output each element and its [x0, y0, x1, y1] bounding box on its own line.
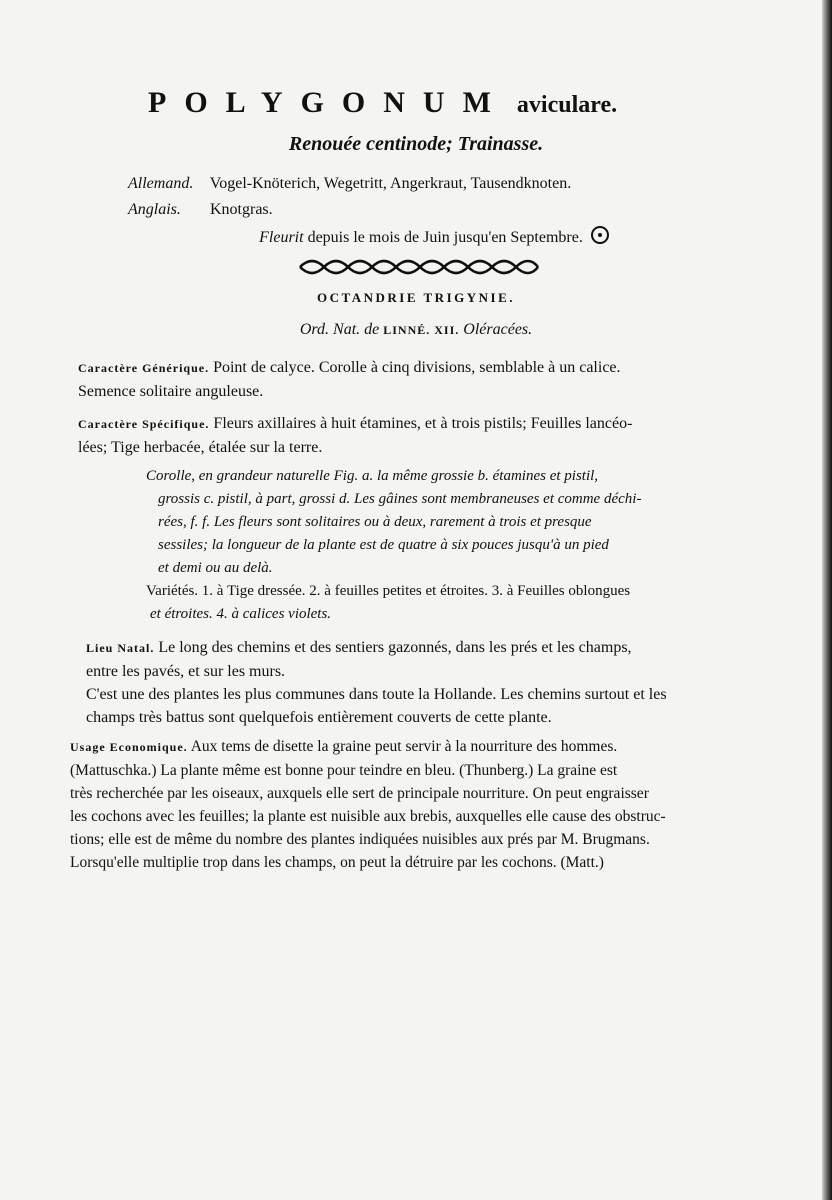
vernacular-german [128, 175, 571, 193]
text-line: très recherchée par les oiseaux, auxquels elle sert de principale nourriture. On peut engraisser [70, 785, 649, 802]
common-name: Renouée centinode; Trainasse. [288, 133, 544, 155]
text-line: lées; Tige herbacée, étalée sur la terre. [78, 439, 323, 456]
linnaean-class: OCTANDRIE TRIGYNIE. [317, 290, 515, 305]
text-line: Le long des chemins et des sentiers gazonnés, dans les prés et les champs, [158, 639, 632, 656]
page-edge-shadow [822, 0, 832, 1200]
vernacular-names: Knotgras. [210, 201, 273, 218]
ord-nat-family: Oléracées. [463, 321, 533, 338]
text-line: Corolle, en grandeur naturelle Fig. a. la même grossie b. étamines et pistil, [146, 468, 599, 484]
language-label: Anglais. [128, 201, 181, 218]
text-line: les cochons avec les feuilles; la plante est nuisible aux brebis, auxquelles elle cause des obstruc- [70, 808, 666, 825]
text-line: Semence solitaire anguleuse. [78, 383, 264, 400]
text-line: Lorsqu'elle multiplie trop dans les champs, on peut la détruire par les cochons. (Matt.) [70, 854, 604, 871]
section-heading: Usage Economique. [70, 740, 188, 754]
figure-notes [146, 465, 641, 580]
varieties [146, 580, 630, 626]
text-line: grossis c. pistil, à part, grossi d. Les gâines sont membraneuses et comme déchi- [158, 491, 642, 507]
genus-name: POLYGONUM [148, 86, 509, 119]
language-label: Allemand. [128, 175, 194, 192]
text-line: champs très battus sont quelquefois entièrement couverts de cette plante. [86, 709, 552, 726]
text-line: et demi ou au delà. [158, 560, 273, 576]
ord-nat-author: LINNÉ. [383, 323, 431, 337]
text-line: et étroites. 4. à calices violets. [150, 606, 332, 622]
text-line: Aux tems de disette la graine peut servir à la nourriture des hommes. [190, 738, 618, 755]
generic-character [78, 356, 621, 403]
text-line: rées, f. f. Les fleurs sont solitaires ou à deux, rarement à trois et presque [158, 514, 592, 530]
ord-nat-prefix: Ord. Nat. de [299, 321, 380, 338]
text-line: entre les pavés, et sur les murs. [86, 663, 286, 680]
text-line: Point de calyce. Corolle à cinq divisions, semblable à un calice. [213, 359, 621, 376]
title [148, 86, 617, 120]
section-heading: Caractère Générique. [78, 361, 210, 375]
natural-order [0, 321, 832, 339]
text-line: (Mattuschka.) La plante même est bonne pour teindre en bleu. (Thunberg.) La graine est [70, 762, 618, 779]
text-line: tions; elle est de même du nombre des plantes indiquées nuisibles aux prés par M. Brugmans. [70, 831, 650, 848]
text-line: Variétés. 1. à Tige dressée. 2. à feuilles petites et étroites. 3. à Feuilles oblongues [146, 583, 631, 599]
flowering-text: depuis le mois de Juin jusqu'en Septembre. [307, 229, 583, 246]
ord-nat-number: XII. [434, 323, 460, 337]
specific-character [78, 412, 632, 459]
vernacular-english [128, 201, 273, 219]
flowering-label: Fleurit [259, 229, 304, 246]
flowering-period [0, 226, 832, 247]
section-heading: Lieu Natal. [86, 641, 155, 655]
native-habitat [86, 636, 667, 729]
section-heading: Caractère Spécifique. [78, 417, 210, 431]
text-line: Fleurs axillaires à huit étamines, et à trois pistils; Feuilles lancéo- [213, 415, 633, 432]
perennial-symbol-icon [591, 226, 609, 244]
species-name: aviculare. [516, 92, 618, 118]
vernacular-names: Vogel-Knöterich, Wegetritt, Angerkraut, Tausendknoten. [209, 175, 572, 192]
text-line: C'est une des plantes les plus communes dans toute la Hollande. Les chemins surtout et les [86, 686, 667, 703]
chain-ornament-icon [298, 259, 540, 275]
text-line: sessiles; la longueur de la plante est de quatre à six pouces jusqu'à un pied [158, 537, 609, 553]
economic-use [70, 735, 666, 874]
